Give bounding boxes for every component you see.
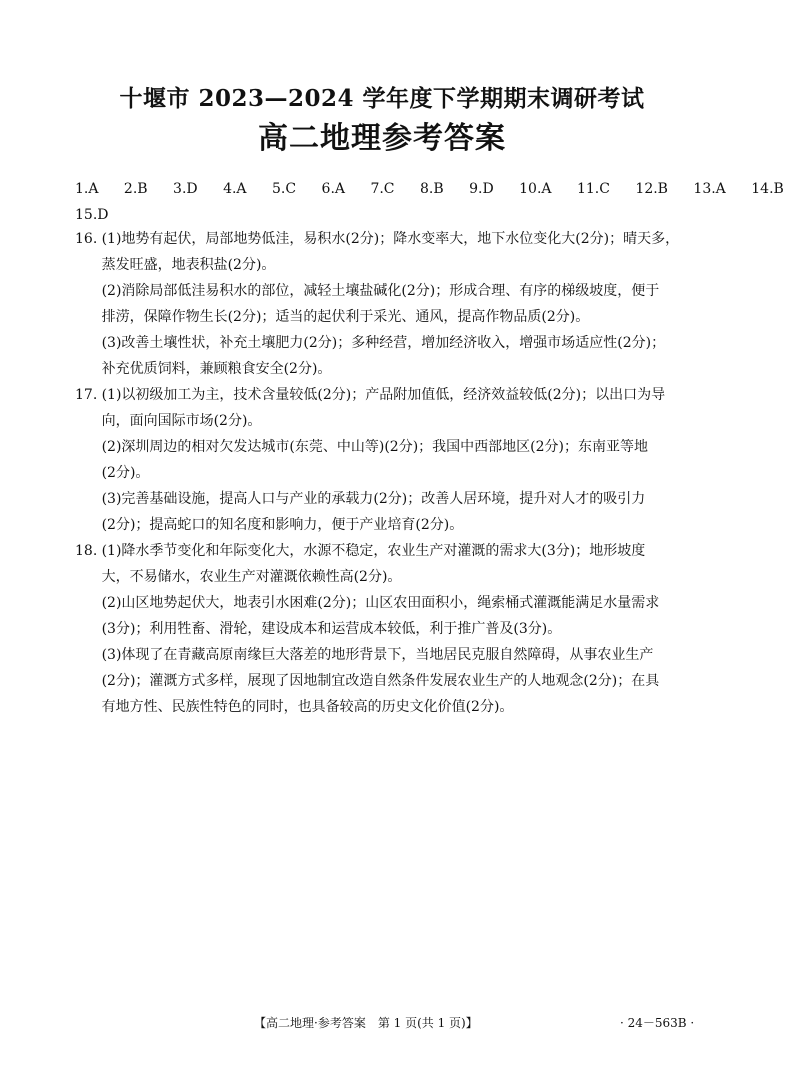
q16-part2-line2: 排涝，保障作物生长(2分)；适当的起伏利于采光、通风，提高作物品质(2分)。	[101, 309, 590, 325]
q18-part3-line2: (2分)；灌溉方式多样，展现了因地制宜改造自然条件发展农业生产的人地观念(2分)；在具	[101, 673, 660, 689]
footer-code: · 24－563B ·	[620, 1016, 695, 1030]
choice-answer: 13.A	[693, 181, 726, 197]
q18-part2-line1: (2)山区地势起伏大，地表引水困难(2分)；山区农田面积小，绳索桶式灌溉能满足水量需求	[101, 595, 660, 611]
q16-part1-line2: 蒸发旺盛，地表积盐(2分)。	[101, 257, 276, 273]
choice-answer: 4.A	[223, 181, 247, 197]
choice-answers-row-2	[75, 202, 715, 228]
q17-part1-line1: (1)以初级加工为主，技术含量较低(2分)；产品附加值低，经济效益较低(2分)；以出口为导	[101, 387, 666, 403]
choice-answer: 14.B	[751, 181, 784, 197]
q16-part1-line1: (1)地势有起伏，局部地势低洼，易积水(2分)；降水变率大，地下水位变化大(2分)；晴天多，	[101, 231, 680, 247]
q17-part2-line1: (2)深圳周边的相对欠发达城市(东莞、中山等)(2分)；我国中西部地区(2分)；东南亚等地	[101, 439, 649, 455]
choice-answer: 5.C	[272, 181, 297, 197]
question-number: 16.	[75, 231, 98, 247]
choice-answer: 2.B	[123, 181, 148, 197]
choice-answer: 8.B	[419, 181, 444, 197]
question-number: 18.	[75, 543, 98, 559]
choice-answers-row-1	[75, 176, 784, 202]
question-number: 17.	[75, 387, 98, 403]
q16-part3-line1: (3)改善土壤性状，补充土壤肥力(2分)；多种经营，增加经济收入，增强市场适应性(2分)；	[101, 335, 666, 351]
q17-part3-line1: (3)完善基础设施，提高人口与产业的承载力(2分)；改善人居环境，提升对人才的吸引力	[101, 491, 646, 507]
q18-part2-line2: (3分)；利用牲畜、滑轮，建设成本和运营成本较低，利于推广普及(3分)。	[101, 621, 562, 637]
choice-answer: 12.B	[635, 181, 668, 197]
choice-answer: 6.A	[321, 181, 345, 197]
q18-part1-line1: (1)降水季节变化和年际变化大，水源不稳定，农业生产对灌溉的需求大(3分)；地形坡度	[101, 543, 646, 559]
q18-part1-line2: 大，不易储水，农业生产对灌溉依赖性高(2分)。	[101, 569, 402, 585]
q17-part1-line2: 向，面向国际市场(2分)。	[101, 413, 262, 429]
q18-part3-line1: (3)体现了在青藏高原南缘巨大落差的地形背景下，当地居民克服自然障碍，从事农业生产	[101, 647, 654, 663]
question-17-answer	[75, 382, 695, 538]
choice-answer: 3.D	[173, 181, 198, 197]
choice-answer: 1.A	[75, 181, 99, 197]
question-18-answer	[75, 538, 695, 720]
footer-page-label: 【高二地理·参考答案 第 1 页(共 1 页)】	[254, 1016, 478, 1030]
choice-answer: 11.C	[576, 181, 610, 197]
q18-part3-line3: 有地方性、民族性特色的同时，也具备较高的历史文化价值(2分)。	[101, 699, 514, 715]
answer-body	[75, 226, 695, 720]
question-16-answer	[75, 226, 695, 382]
choice-answers	[75, 176, 784, 228]
q16-part2-line1: (2)消除局部低洼易积水的部位，减轻土壤盐碱化(2分)；形成合理、有序的梯级坡度，便于	[101, 283, 660, 299]
q17-part2-line2: (2分)。	[101, 465, 150, 481]
choice-answer: 9.D	[469, 181, 494, 197]
choice-answer: 7.C	[370, 181, 395, 197]
exam-title: 十堰市 2023—2024 学年度下学期期末调研考试	[119, 85, 645, 112]
choice-answer: 15.D	[75, 207, 109, 223]
answer-key-title: 高二地理参考答案	[258, 121, 506, 156]
q17-part3-line2: (2分)；提高蛇口的知名度和影响力，便于产业培育(2分)。	[101, 517, 464, 533]
choice-answer: 10.A	[519, 181, 552, 197]
q16-part3-line2: 补充优质饲料，兼顾粮食安全(2分)。	[101, 361, 332, 377]
